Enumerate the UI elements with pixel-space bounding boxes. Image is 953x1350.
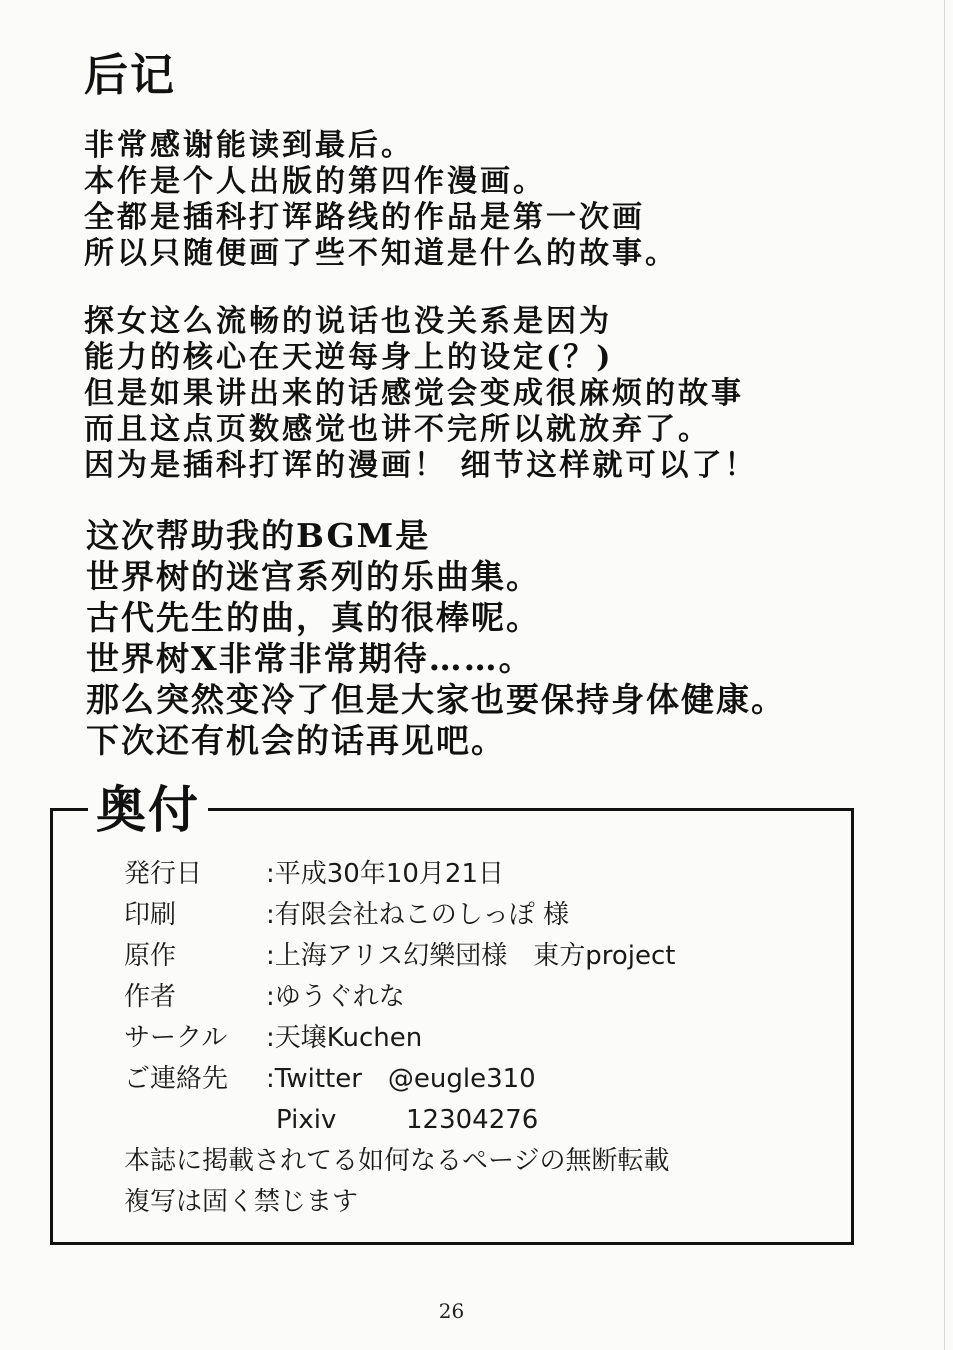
afterword-paragraph-2: [84, 304, 757, 484]
colophon-title: 奥付: [88, 778, 208, 842]
text-line: 所以只随便画了些不知道是什么的故事。: [84, 236, 678, 271]
reprint-notice-line-2: 複写は固く禁じます: [124, 1187, 359, 1217]
text-line: 能力的核心在天逆每身上的设定(？): [84, 340, 614, 375]
afterword-title: 后记: [84, 50, 176, 101]
text-line: 而且这点页数感觉也讲不完所以就放弃了。: [84, 412, 711, 447]
colophon-value-circle: :天壌Kuchen: [266, 1023, 423, 1053]
text-line: 全都是插科打诨路线的作品是第一次画: [84, 200, 645, 235]
text-line: 探女这么流畅的说话也没关系是因为: [84, 304, 612, 339]
page-number: 26: [438, 1299, 465, 1323]
colophon-value-original-work: :上海アリス幻樂団様 東方project: [266, 941, 676, 971]
colophon-label-original-work: 原作: [124, 941, 177, 971]
colophon-label-author: 作者: [124, 982, 177, 1012]
text-line: 这次帮助我的BGM是: [86, 516, 431, 555]
colophon-value-publish-date: :平成30年10月21日: [266, 859, 505, 889]
text-line: 本作是个人出版的第四作漫画。: [84, 164, 546, 199]
colophon-pixiv-id: 12304276: [406, 1105, 539, 1135]
colophon-pixiv-label: Pixiv: [276, 1105, 337, 1135]
page-edge: [944, 0, 945, 1350]
text-line: 下次还有机会的话再见吧。: [86, 721, 506, 760]
text-line: 因为是插科打诨的漫画！ 细节这样就可以了！: [84, 448, 758, 483]
reprint-notice-line-1: 本誌に掲載されてる如何なるページの無断転載: [124, 1146, 670, 1176]
afterword-paragraph-1: [84, 128, 678, 272]
text-line: 世界树的迷宫系列的乐曲集。: [86, 557, 541, 596]
afterword-paragraph-3: [86, 515, 786, 761]
colophon-label-circle: サークル: [124, 1023, 228, 1053]
colophon-label-publish-date: 発行日: [124, 859, 203, 889]
text-line: 那么突然变冷了但是大家也要保持身体健康。: [86, 680, 786, 719]
colophon-value-twitter: :Twitter @eugle310: [266, 1064, 536, 1094]
text-line: 非常感谢能读到最后。: [84, 128, 414, 163]
colophon-label-contact: ご連絡先: [124, 1064, 229, 1094]
colophon-value-author: :ゆうぐれな: [266, 982, 405, 1012]
colophon-label-printer: 印刷: [124, 900, 177, 930]
text-line: 古代先生的曲，真的很棒呢。: [86, 598, 541, 637]
text-line: 世界树X非常非常期待……。: [86, 639, 534, 678]
text-line: 但是如果讲出来的话感觉会变成很麻烦的故事: [84, 376, 744, 411]
colophon-value-printer: :有限会社ねこのしっぽ 様: [266, 900, 570, 930]
